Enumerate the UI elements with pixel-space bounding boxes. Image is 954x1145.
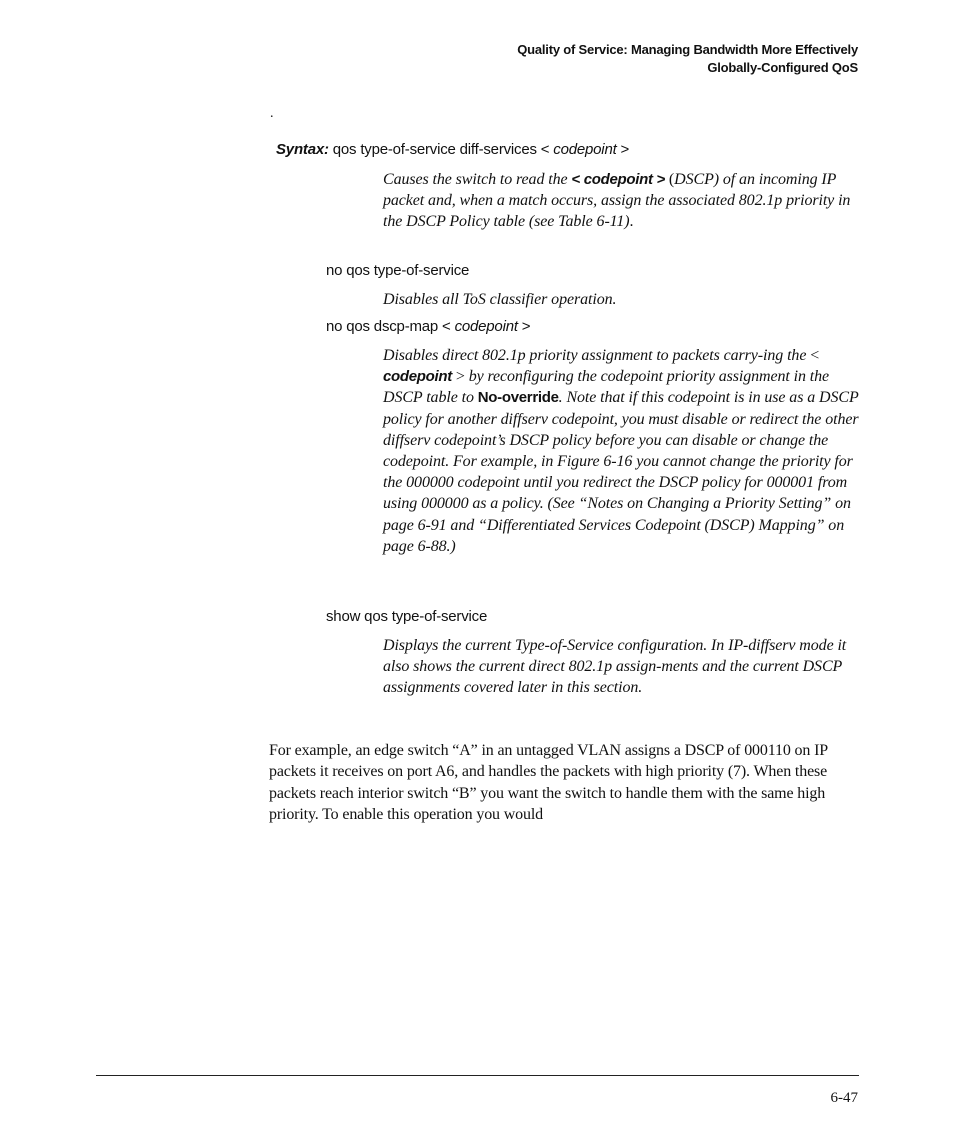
no-dscp-desc-lt: < [810, 347, 820, 364]
syntax-label: Syntax: [276, 141, 329, 158]
show-tos-command: show qos type-of-service [326, 608, 488, 625]
no-dscp-command-suffix: > [517, 318, 531, 335]
no-dscp-desc-text-1: Disables direct 802.1p priority assignment to packets carry-ing the [383, 347, 811, 364]
syntax-desc-paren: ( [665, 171, 675, 188]
syntax-desc-keyword: < codepoint > [571, 171, 666, 188]
no-tos-command: no qos type-of-service [326, 262, 470, 279]
syntax-command-line [276, 141, 629, 158]
syntax-description [383, 169, 859, 233]
no-dscp-desc-text-3: . Note that if this codepoint is in use as a DSCP policy for another diffserv codepoint, you must disable or redirect the other diffserv codepoint’s DSCP policy before you can disable or change the codepoint. For example, in Figure 6-16 you cannot change the priority for the 000000 codepoint until you redirect the DSCP policy for 000001 from using 000000 as a policy. (See “Notes on Changing a Priority Setting” on page 6-91 and “Differentiated Services Codepoint (DSCP) Mapping” on page 6-88.) [383, 389, 859, 555]
no-dscp-desc-gt: > [451, 368, 465, 386]
no-dscp-command-prefix: no qos dscp-map < [326, 318, 455, 335]
no-tos-description: Disables all ToS classifier operation. [383, 291, 617, 308]
no-dscp-command-param: codepoint [454, 318, 518, 335]
show-tos-description: Displays the current Type-of-Service configuration. In IP-diffserv mode it also shows the current direct 802.1p assign-ments and the current DSCP assignments covered later in this section. [383, 637, 847, 697]
running-header [517, 41, 858, 77]
stray-dot: . [270, 106, 274, 121]
syntax-desc-period: . [629, 213, 634, 231]
no-dscp-desc-text-2: by reconfiguring the codepoint priority assignment in the DSCP table to [383, 368, 830, 407]
footer-rule [96, 1075, 859, 1076]
syntax-command-param: codepoint [553, 141, 617, 158]
no-dscp-desc-no-override: No-override [477, 389, 559, 407]
no-dscp-description [383, 345, 859, 557]
no-dscp-desc-keyword: codepoint [383, 368, 452, 386]
syntax-command-prefix: qos type-of-service diff-services < [328, 141, 554, 158]
syntax-command-suffix: > [616, 141, 630, 158]
no-dscp-command-line [326, 318, 530, 335]
syntax-desc-text-2: DSCP) of an incoming IP packet and, when a match occurs, assign the associated 802.1p priority in the DSCP Policy table (see Table 6-11) [383, 171, 851, 231]
header-chapter-title: Quality of Service: Managing Bandwidth More Effectively [517, 42, 858, 57]
syntax-desc-text-1: Causes the switch to read the [383, 171, 572, 188]
page-number: 6-47 [830, 1090, 858, 1106]
header-section-title: Globally-Configured QoS [707, 60, 858, 75]
body-paragraph: For example, an edge switch “A” in an untagged VLAN assigns a DSCP of 000110 on IP packets it receives on port A6, and handles the packets with high priority (7). When these packets reach interior switch “B” you want the switch to handle them with the same high priority. To enable this operation you would [269, 742, 828, 824]
